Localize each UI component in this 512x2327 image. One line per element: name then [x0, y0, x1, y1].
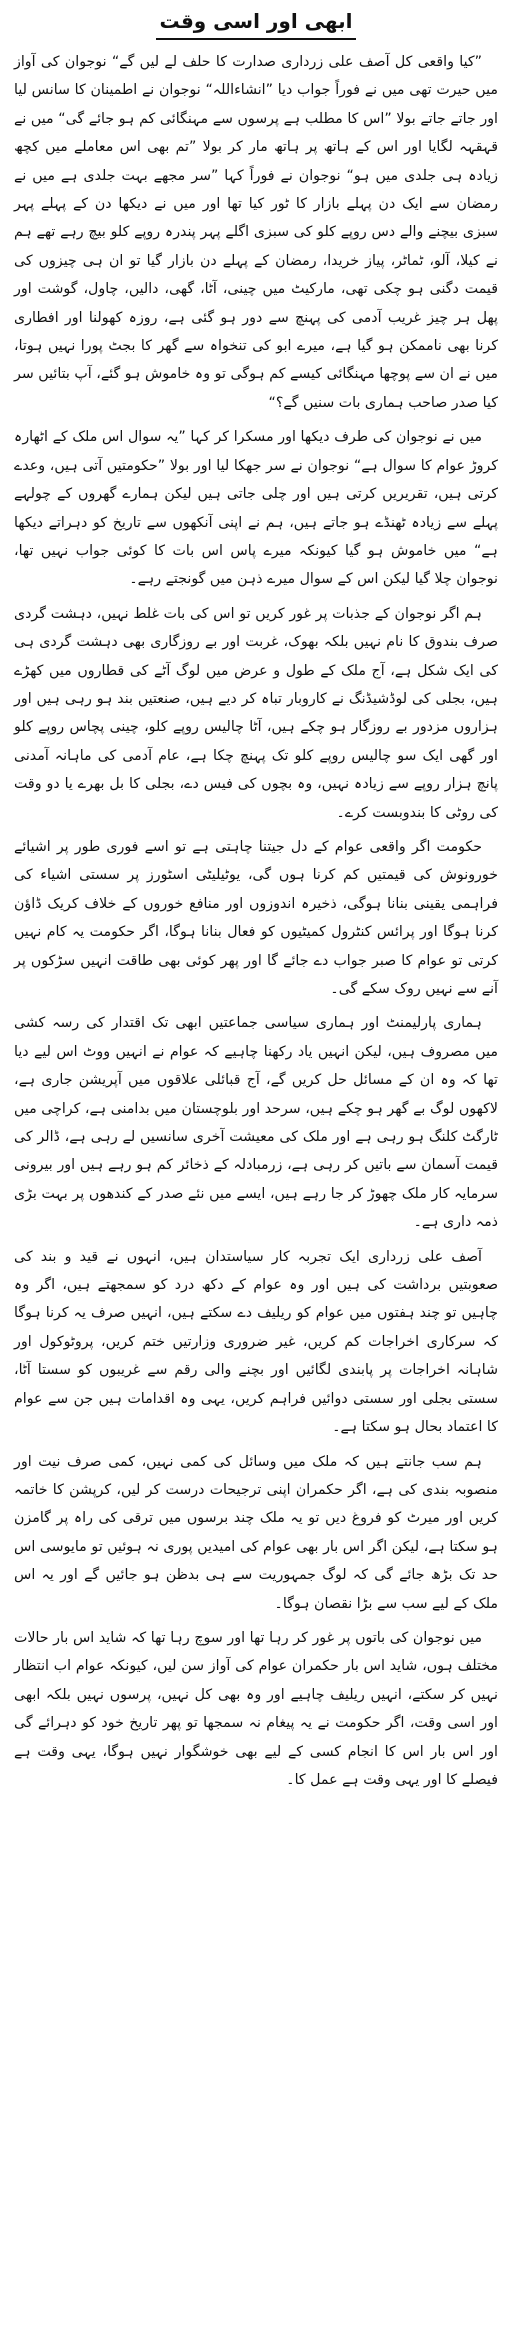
article-body: [14, 48, 498, 1794]
article-paragraph: میں نوجوان کی باتوں پر غور کر رہا تھا اور سوچ رہا تھا کہ شاید اس بار حالات مختلف ہوں، شاید اس بار حکمران عوام کی آواز سن لیں، کیونکہ عوام اب انتظار نہیں کر سکتے، انہیں ریلیف چاہیے اور وہ بھی کل نہیں، پرسوں نہیں بلکہ ابھی اور اسی وقت، اگر حکومت نے یہ پیغام نہ سمجھا تو پھر تاریخ خود کو دہرائے گی اور اس بار اس کا انجام کسی کے لیے بھی خوشگوار نہیں ہوگا، یہی وقت ہے فیصلے کا اور یہی وقت ہے عمل کا۔: [14, 1629, 498, 1788]
article-paragraph: حکومت اگر واقعی عوام کے دل جیتنا چاہتی ہے تو اسے فوری طور پر اشیائے خورونوش کی قیمتیں کم کرنا ہوں گی، یوٹیلیٹی اسٹورز پر سستی اشیاء کی فراہمی یقینی بنانا ہوگی، ذخیرہ اندوزوں اور منافع خوروں کے خلاف کریک ڈاؤن کرنا ہوگا اور پرائس کنٹرول کمیٹیوں کو فعال بنانا ہوگا، اگر حکومت یہ کام نہیں کرتی تو عوام کا صبر جواب دے جائے گا اور پھر کوئی بھی طاقت انہیں سڑکوں پر آنے سے نہیں روک سکے گی۔: [14, 838, 498, 997]
article-paragraph: ”کیا واقعی کل آصف علی زرداری صدارت کا حلف لے لیں گے“ نوجوان کی آواز میں حیرت تھی میں نے فوراً جواب دیا ”انشاءاللہ“ نوجوان نے اطمینان کا سانس لیا اور جاتے جاتے بولا ”اس کا مطلب ہے پرسوں سے مہنگائی کم ہو جائے گی“ میں نے قہقہہ لگایا اور اس کے ہاتھ پر ہاتھ مار کر بولا ”تم بھی اس معاملے میں کچھ زیادہ ہی جلدی میں ہو“ نوجوان نے فوراً کہا ”سر مجھے بہت جلدی ہے میں نے رمضان سے ایک دن پہلے بازار کا ٹور کیا تھا اور میں نے دیکھا دن کے پہلے پہر سبزی بیچنے والے دس روپے کلو کی سبزی اگلے پہر پندرہ روپے کلو بیچ رہے تھے ہم نے کیلا، آلو، ٹماٹر، پیاز خریدا، رمضان کے پہلے دن بازار گیا تو ان ہی چیزوں کی قیمت دگنی ہو چکی تھی، مارکیٹ میں چینی، آٹا، گھی، دالیں، چاول، گوشت اور پھل ہر چیز غریب آدمی کی پہنچ سے دور ہو گئی ہے، روزہ کھولنا اور افطاری کرنا بھی ناممکن ہو گیا ہے، میرے ابو کی تنخواہ سے گھر کا بجٹ پورا نہیں ہوتا، میں نے ان سے پوچھا مہنگائی کیسے کم ہوگی تو وہ خاموش ہو گئے، آپ بتائیں سر کیا صدر صاحب ہماری بات سنیں گے؟“: [14, 54, 498, 411]
article-paragraph: ہم اگر نوجوان کے جذبات پر غور کریں تو اس کی بات غلط نہیں، دہشت گردی صرف بندوق کا نام نہیں بلکہ بھوک، غربت اور بے روزگاری بھی دہشت گردی ہی کی ایک شکل ہے، آج ملک کے طول و عرض میں لوگ آٹے کی قطاروں میں کھڑے ہیں، بجلی کی لوڈشیڈنگ نے کاروبار تباہ کر دیے ہیں، صنعتیں بند ہو رہی ہیں اور ہزاروں مزدور بے روزگار ہو چکے ہیں، آٹا چالیس روپے کلو، چینی پچاس روپے کلو اور گھی ایک سو چالیس روپے کلو تک پہنچ چکا ہے، عام آدمی کی ماہانہ آمدنی پانچ ہزار روپے سے زیادہ نہیں، وہ بچوں کی فیس دے، بجلی کا بل بھرے یا دو وقت کی روٹی کا بندوبست کرے۔: [14, 605, 498, 821]
article-headline: ابھی اور اسی وقت: [159, 9, 353, 33]
headline-underline: [156, 38, 356, 40]
article-paragraph: آصف علی زرداری ایک تجربہ کار سیاستدان ہیں، انہوں نے قید و بند کی صعوبتیں برداشت کی ہیں اور وہ عوام کے دکھ درد کو سمجھتے ہیں، اگر وہ چاہیں تو چند ہفتوں میں عوام کو ریلیف دے سکتے ہیں، انہیں صرف یہ کرنا ہوگا کہ سرکاری اخراجات کم کریں، غیر ضروری وزارتیں ختم کریں، پروٹوکول اور شاہانہ اخراجات پر پابندی لگائیں اور بچنے والی رقم سے غریبوں کو سستا آٹا، سستی بجلی اور سستی دوائیں فراہم کریں، یہی وہ اقدامات ہیں جن سے عوام کا اعتماد بحال ہو سکتا ہے۔: [14, 1248, 498, 1436]
article-paragraph: میں نے نوجوان کی طرف دیکھا اور مسکرا کر کہا ”یہ سوال اس ملک کے اٹھارہ کروڑ عوام کا سوال ہے“ نوجوان نے سر جھکا لیا اور بولا ”حکومتیں آتی ہیں، وعدے کرتی ہیں، تقریریں کرتی ہیں اور چلی جاتی ہیں لیکن ہمارے گھروں کے چولہے پہلے سے زیادہ ٹھنڈے ہو جاتے ہیں، ہم نے اپنی آنکھوں سے تاریخ کو دہراتے دیکھا ہے“ میں خاموش ہو گیا کیونکہ میرے پاس اس بات کا کوئی جواب نہیں تھا، نوجوان چلا گیا لیکن اس کے سوال میرے ذہن میں گونجتے رہے۔: [14, 429, 498, 588]
article-paragraph: ہم سب جانتے ہیں کہ ملک میں وسائل کی کمی نہیں، کمی صرف نیت اور منصوبہ بندی کی ہے، اگر حکمران اپنی ترجیحات درست کر لیں، کرپشن کا خاتمہ کریں اور میرٹ کو فروغ دیں تو یہ ملک چند برسوں میں ترقی کی راہ پر گامزن ہو سکتا ہے، لیکن اگر اس بار بھی عوام کی امیدیں پوری نہ ہوئیں تو مایوسی اس حد تک بڑھ جائے گی کہ لوگ جمہوریت سے ہی بدظن ہو جائیں گے اور یہ اس ملک کے لیے سب سے بڑا نقصان ہوگا۔: [14, 1453, 498, 1612]
article-paragraph: ہماری پارلیمنٹ اور ہماری سیاسی جماعتیں ابھی تک اقتدار کی رسہ کشی میں مصروف ہیں، لیکن انہیں یاد رکھنا چاہیے کہ عوام نے انہیں ووٹ اس لیے دیا تھا کہ وہ ان کے مسائل حل کریں گے، آج قبائلی علاقوں میں آپریشن جاری ہے، لاکھوں لوگ بے گھر ہو چکے ہیں، سرحد اور بلوچستان میں بدامنی ہے، کراچی میں ٹارگٹ کلنگ ہو رہی ہے اور ملک کی معیشت آخری سانسیں لے رہی ہے، ڈالر کی قیمت آسمان سے باتیں کر رہی ہے، زرمبادلہ کے ذخائر کم ہو رہے ہیں اور بیرونی سرمایہ کار ملک چھوڑ کر جا رہے ہیں، ایسے میں نئے صدر کے کندھوں پر بہت بڑی ذمہ داری ہے۔: [14, 1015, 498, 1231]
